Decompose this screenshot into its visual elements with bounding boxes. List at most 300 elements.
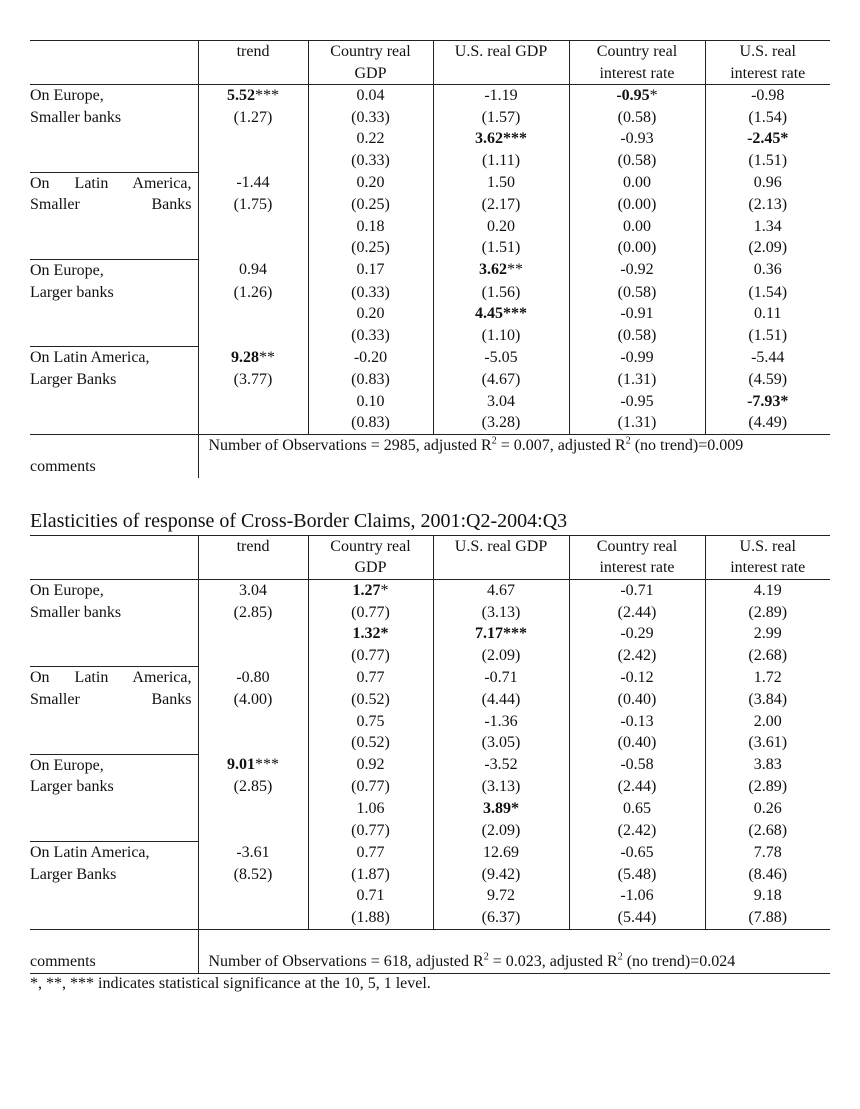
table-cell — [705, 259, 830, 281]
row-label — [30, 820, 198, 842]
coefficient-value: (0.77) — [351, 778, 390, 796]
column-header — [308, 535, 433, 557]
table-cell — [705, 325, 830, 347]
table-cell — [198, 259, 308, 281]
row-label — [30, 369, 198, 391]
table-row — [30, 602, 830, 624]
coefficient-value: 3.04 — [239, 582, 267, 600]
coefficient-value: -0.95 — [620, 392, 654, 410]
coefficient-value: 9.28 — [231, 348, 259, 366]
table-row — [30, 667, 830, 689]
row-label — [30, 645, 198, 667]
row-label — [30, 864, 198, 886]
table-row — [30, 711, 830, 733]
comments-label: comments — [30, 458, 96, 476]
table-cell — [433, 864, 569, 886]
coefficient-value: 3.04 — [487, 392, 515, 410]
column-header — [705, 535, 830, 557]
row-label — [30, 798, 198, 820]
table-cell — [569, 820, 705, 842]
table-cell — [433, 645, 569, 667]
table-cell — [705, 580, 830, 602]
coefficient-value: -0.65 — [620, 843, 654, 861]
significance-stars: *** — [255, 756, 279, 774]
coefficient-value: 2.99 — [753, 625, 782, 643]
table-cell — [705, 820, 830, 842]
table-cell — [308, 907, 433, 929]
coefficient-value: (1.26) — [233, 283, 273, 301]
coefficient-value: (0.25) — [351, 196, 390, 214]
table-cell — [433, 711, 569, 733]
table-cell — [198, 172, 308, 194]
column-header-text: interest rate — [730, 559, 806, 577]
coefficient-value: (0.52) — [351, 691, 390, 709]
coefficient-value: 3.89* — [483, 800, 519, 817]
table-cell — [705, 282, 830, 304]
coefficient-value: (0.77) — [351, 821, 390, 839]
row-label — [30, 754, 198, 776]
coefficient-value: (8.46) — [748, 865, 788, 883]
table-cell — [569, 602, 705, 624]
column-header-text: GDP — [354, 64, 387, 82]
table-cell — [433, 667, 569, 689]
table-cell — [433, 689, 569, 711]
table-cell — [198, 667, 308, 689]
comments-row — [30, 951, 830, 973]
coefficient-value: 0.20 — [356, 305, 385, 323]
table-cell — [198, 689, 308, 711]
table-cell — [569, 172, 705, 194]
row-label — [30, 623, 198, 645]
coefficient-value: 4.19 — [753, 582, 782, 600]
superscript: 2 — [617, 951, 623, 963]
table-cell — [433, 194, 569, 216]
table-cell — [308, 150, 433, 172]
coefficient-value: (2.13) — [748, 196, 788, 214]
comments-cell — [30, 434, 198, 456]
row-label — [30, 303, 198, 325]
coefficient-value: (9.42) — [481, 865, 521, 883]
table-cell — [705, 776, 830, 798]
coefficient-value: (1.57) — [481, 108, 521, 126]
row-label — [30, 216, 198, 238]
significance-stars: ** — [259, 348, 275, 366]
coefficient-value: (1.54) — [748, 108, 788, 126]
table-cell — [198, 776, 308, 798]
column-header-text: U.S. real — [739, 43, 796, 60]
row-label — [30, 259, 198, 281]
table-cell — [198, 842, 308, 864]
table-cell — [198, 732, 308, 754]
table-row — [30, 107, 830, 129]
table-cell — [569, 864, 705, 886]
row-label — [30, 391, 198, 413]
table-cell — [569, 842, 705, 864]
coefficient-value: -0.58 — [620, 756, 654, 774]
table-cell — [705, 347, 830, 369]
table-cell — [198, 237, 308, 259]
row-label-text: On Europe, — [30, 756, 104, 774]
table-cell — [433, 798, 569, 820]
coefficient-value: -0.29 — [620, 625, 654, 643]
table-cell — [433, 732, 569, 754]
row-label — [30, 325, 198, 347]
coefficient-value: (0.33) — [351, 108, 390, 126]
table-row — [30, 172, 830, 194]
observations-note: = 0.007, adjusted R — [496, 436, 626, 454]
column-header — [569, 41, 705, 63]
coefficient-value: -1.06 — [620, 887, 654, 905]
table-cell — [308, 864, 433, 886]
column-header — [569, 535, 705, 557]
table-cell — [569, 689, 705, 711]
table-cell — [433, 602, 569, 624]
coefficient-value: (2.89) — [748, 778, 788, 796]
significance-footnote: *, **, *** indicates statistical significance at the 10, 5, 1 level. — [30, 973, 830, 994]
table-cell — [705, 864, 830, 886]
column-header-text: interest rate — [599, 559, 675, 577]
coefficient-value: 3.62*** — [475, 130, 527, 148]
row-label-text: Larger banks — [30, 283, 114, 301]
coefficient-value: (0.33) — [351, 151, 390, 169]
coefficient-value: -0.92 — [620, 261, 654, 279]
table-cell — [198, 369, 308, 391]
coefficient-value: (4.44) — [481, 691, 521, 709]
coefficient-value: (4.67) — [481, 370, 521, 388]
row-label — [30, 412, 198, 434]
table-cell — [705, 194, 830, 216]
coefficient-value: (1.51) — [748, 151, 788, 169]
regression-table-2 — [30, 535, 830, 973]
row-label — [30, 237, 198, 259]
table-cell — [569, 128, 705, 150]
coefficient-value: (1.51) — [748, 326, 788, 344]
column-header-text: Country real — [330, 537, 411, 555]
table-cell — [198, 150, 308, 172]
column-header-text: trend — [236, 537, 270, 555]
document-page — [30, 40, 830, 994]
column-header — [198, 63, 308, 85]
coefficient-value: (4.00) — [233, 691, 273, 709]
comments-row — [30, 456, 830, 478]
table-cell — [569, 216, 705, 238]
table-cell — [308, 237, 433, 259]
coefficient-value: -3.52 — [484, 756, 518, 774]
row-label — [30, 128, 198, 150]
table-cell — [308, 623, 433, 645]
table-cell — [705, 107, 830, 129]
column-header — [198, 41, 308, 63]
row-label-text: On Latin America, — [30, 844, 150, 862]
table-cell — [198, 798, 308, 820]
column-header — [705, 41, 830, 63]
table-cell — [705, 172, 830, 194]
table-row — [30, 776, 830, 798]
column-header-text: U.S. real — [739, 537, 796, 555]
table-row — [30, 150, 830, 172]
coefficient-value: -0.99 — [620, 348, 654, 366]
coefficient-value: 0.20 — [487, 217, 515, 235]
table-cell — [308, 259, 433, 281]
column-header — [705, 63, 830, 85]
coefficient-value: 0.77 — [356, 668, 385, 686]
coefficient-value: (3.13) — [481, 603, 521, 621]
table-cell — [198, 711, 308, 733]
table-cell — [198, 128, 308, 150]
row-label — [30, 107, 198, 129]
coefficient-value: 0.65 — [623, 800, 651, 817]
header-blank — [30, 63, 198, 85]
table-cell — [308, 602, 433, 624]
row-label-text: On Europe, — [30, 87, 104, 105]
coefficient-value: 9.18 — [753, 887, 782, 905]
coefficient-value: (1.56) — [481, 283, 521, 301]
table-cell — [433, 282, 569, 304]
column-header-text: Country real — [330, 43, 411, 60]
table-cell — [569, 194, 705, 216]
table-cell — [705, 798, 830, 820]
coefficient-value: (0.33) — [351, 326, 390, 344]
table-cell — [705, 732, 830, 754]
superscript: 2 — [483, 951, 489, 963]
table-row — [30, 623, 830, 645]
table-cell — [569, 85, 705, 107]
table-row — [30, 85, 830, 107]
coefficient-value: (3.13) — [481, 778, 521, 796]
coefficient-value: (0.00) — [617, 239, 657, 257]
row-label — [30, 194, 198, 216]
coefficient-value: 0.20 — [356, 174, 385, 192]
column-header — [569, 63, 705, 85]
coefficient-value: 5.52 — [227, 87, 255, 105]
table-cell — [705, 885, 830, 907]
table-cell — [569, 623, 705, 645]
column-header-text: interest rate — [730, 64, 806, 82]
table-cell — [569, 798, 705, 820]
coefficient-value: (1.31) — [617, 414, 657, 432]
table-cell — [705, 711, 830, 733]
column-header — [308, 557, 433, 579]
table-cell — [569, 391, 705, 413]
table-cell — [198, 907, 308, 929]
row-label — [30, 580, 198, 602]
column-header-text: U.S. real GDP — [454, 537, 548, 555]
row-label — [30, 885, 198, 907]
table-cell — [308, 754, 433, 776]
table-cell — [198, 885, 308, 907]
significance-stars: *** — [255, 87, 279, 105]
coefficient-value: (3.05) — [481, 734, 521, 752]
coefficient-value: (3.61) — [748, 734, 788, 752]
comments-row — [30, 434, 830, 456]
coefficient-value: (3.84) — [748, 691, 788, 709]
table-cell — [308, 798, 433, 820]
coefficient-value: 1.32* — [352, 625, 389, 643]
coefficient-value: (0.77) — [351, 603, 390, 621]
table-cell — [308, 885, 433, 907]
coefficient-value: 0.17 — [356, 261, 385, 279]
table-cell — [569, 645, 705, 667]
table-cell — [705, 907, 830, 929]
table-row — [30, 282, 830, 304]
table-cell — [198, 754, 308, 776]
row-label — [30, 842, 198, 864]
table-row — [30, 412, 830, 434]
coefficient-value: -1.36 — [484, 712, 518, 730]
row-label — [30, 347, 198, 369]
row-label-text: Larger banks — [30, 778, 114, 796]
coefficient-value: 3.83 — [753, 756, 782, 774]
table-cell — [705, 645, 830, 667]
table-cell — [433, 150, 569, 172]
coefficient-value: 12.69 — [483, 843, 519, 861]
coefficient-value: 1.50 — [487, 174, 515, 192]
table-cell — [569, 303, 705, 325]
comments-cell — [30, 951, 198, 973]
table-row — [30, 885, 830, 907]
column-header — [308, 63, 433, 85]
header-blank — [30, 41, 198, 63]
table-row — [30, 259, 830, 281]
table-row — [30, 645, 830, 667]
superscript: 2 — [491, 435, 497, 447]
row-label-text: Smaller banks — [30, 108, 122, 126]
coefficient-value: 0.77 — [356, 843, 385, 861]
table-cell — [705, 237, 830, 259]
coefficient-value: (2.42) — [617, 646, 657, 664]
coefficient-value: -0.13 — [620, 712, 654, 730]
row-label — [30, 172, 198, 194]
row-label — [30, 776, 198, 798]
coefficient-value: 9.01 — [227, 756, 255, 774]
table-cell — [569, 667, 705, 689]
table-cell — [705, 602, 830, 624]
row-label-text: On Europe, — [30, 582, 104, 600]
row-label — [30, 711, 198, 733]
coefficient-value: (1.31) — [617, 370, 657, 388]
coefficient-value: 1.06 — [356, 800, 385, 817]
coefficient-value: (1.87) — [351, 865, 390, 883]
table-cell — [433, 754, 569, 776]
superscript: 2 — [625, 435, 631, 447]
table-cell — [433, 623, 569, 645]
observations-note: (no trend)=0.024 — [622, 953, 736, 971]
coefficient-value: (0.40) — [617, 734, 657, 752]
coefficient-value: (8.52) — [233, 865, 273, 883]
header-row — [30, 557, 830, 579]
coefficient-value: 0.36 — [753, 261, 782, 279]
coefficient-value: (4.49) — [748, 414, 788, 432]
header-row — [30, 63, 830, 85]
table-cell — [198, 602, 308, 624]
coefficient-value: 0.75 — [356, 712, 385, 730]
table-cell — [198, 645, 308, 667]
coefficient-value: 3.62 — [479, 261, 507, 279]
coefficient-value: (1.88) — [351, 908, 390, 926]
coefficient-value: 0.96 — [753, 174, 782, 192]
coefficient-value: 0.22 — [356, 130, 385, 148]
table-cell — [705, 412, 830, 434]
table-cell — [198, 623, 308, 645]
coefficient-value: -0.98 — [751, 87, 785, 105]
row-label-text: Larger Banks — [30, 370, 117, 388]
observations-note: Number of Observations = 618, adjusted R — [208, 953, 484, 971]
table-cell — [308, 194, 433, 216]
table-row — [30, 820, 830, 842]
table-cell — [198, 391, 308, 413]
coefficient-value: (0.58) — [617, 108, 657, 126]
coefficient-value: 1.34 — [753, 217, 782, 235]
table-row — [30, 369, 830, 391]
column-header-text: Country real — [596, 537, 678, 555]
note-cell — [198, 929, 830, 951]
table-cell — [569, 711, 705, 733]
table-row — [30, 216, 830, 238]
table-cell — [198, 107, 308, 129]
row-label-text: On Latin America, — [30, 669, 192, 687]
coefficient-value: (2.85) — [233, 603, 273, 621]
table-cell — [433, 776, 569, 798]
column-header — [433, 63, 569, 85]
coefficient-value: -0.95 — [616, 87, 650, 105]
coefficient-value: (2.68) — [748, 646, 788, 664]
coefficient-value: (2.44) — [617, 778, 657, 796]
table-cell — [433, 216, 569, 238]
table-cell — [433, 369, 569, 391]
coefficient-value: -5.05 — [484, 348, 518, 366]
table-cell — [569, 107, 705, 129]
coefficient-value: 7.78 — [753, 843, 782, 861]
table-cell — [569, 369, 705, 391]
comments-cell — [30, 929, 198, 951]
table-cell — [198, 347, 308, 369]
table-row — [30, 237, 830, 259]
coefficient-value: (0.00) — [617, 196, 657, 214]
row-label-text: Smaller Banks — [30, 691, 192, 709]
coefficient-value: (0.58) — [617, 283, 657, 301]
row-label — [30, 602, 198, 624]
coefficient-value: (0.58) — [617, 326, 657, 344]
coefficient-value: (5.48) — [617, 865, 657, 883]
table-cell — [433, 391, 569, 413]
coefficient-value: (2.09) — [481, 821, 521, 839]
results-table — [30, 535, 830, 973]
coefficient-value: (2.09) — [481, 646, 521, 664]
row-label — [30, 150, 198, 172]
coefficient-value: 2.00 — [753, 712, 782, 730]
coefficient-value: (7.88) — [748, 908, 788, 926]
table-cell — [705, 369, 830, 391]
table-row — [30, 732, 830, 754]
coefficient-value: (1.51) — [481, 239, 521, 257]
coefficient-value: 1.27 — [352, 582, 381, 600]
table-cell — [308, 303, 433, 325]
table-row — [30, 347, 830, 369]
spacer — [30, 478, 830, 507]
table-cell — [569, 754, 705, 776]
coefficient-value: 9.72 — [487, 887, 515, 905]
column-header-text: interest rate — [599, 64, 675, 82]
row-label — [30, 282, 198, 304]
coefficient-value: (2.09) — [748, 239, 788, 257]
coefficient-value: 0.94 — [239, 261, 267, 279]
table-cell — [308, 580, 433, 602]
table-cell — [705, 150, 830, 172]
row-label — [30, 732, 198, 754]
table-cell — [433, 820, 569, 842]
table-cell — [705, 842, 830, 864]
table-cell — [198, 864, 308, 886]
